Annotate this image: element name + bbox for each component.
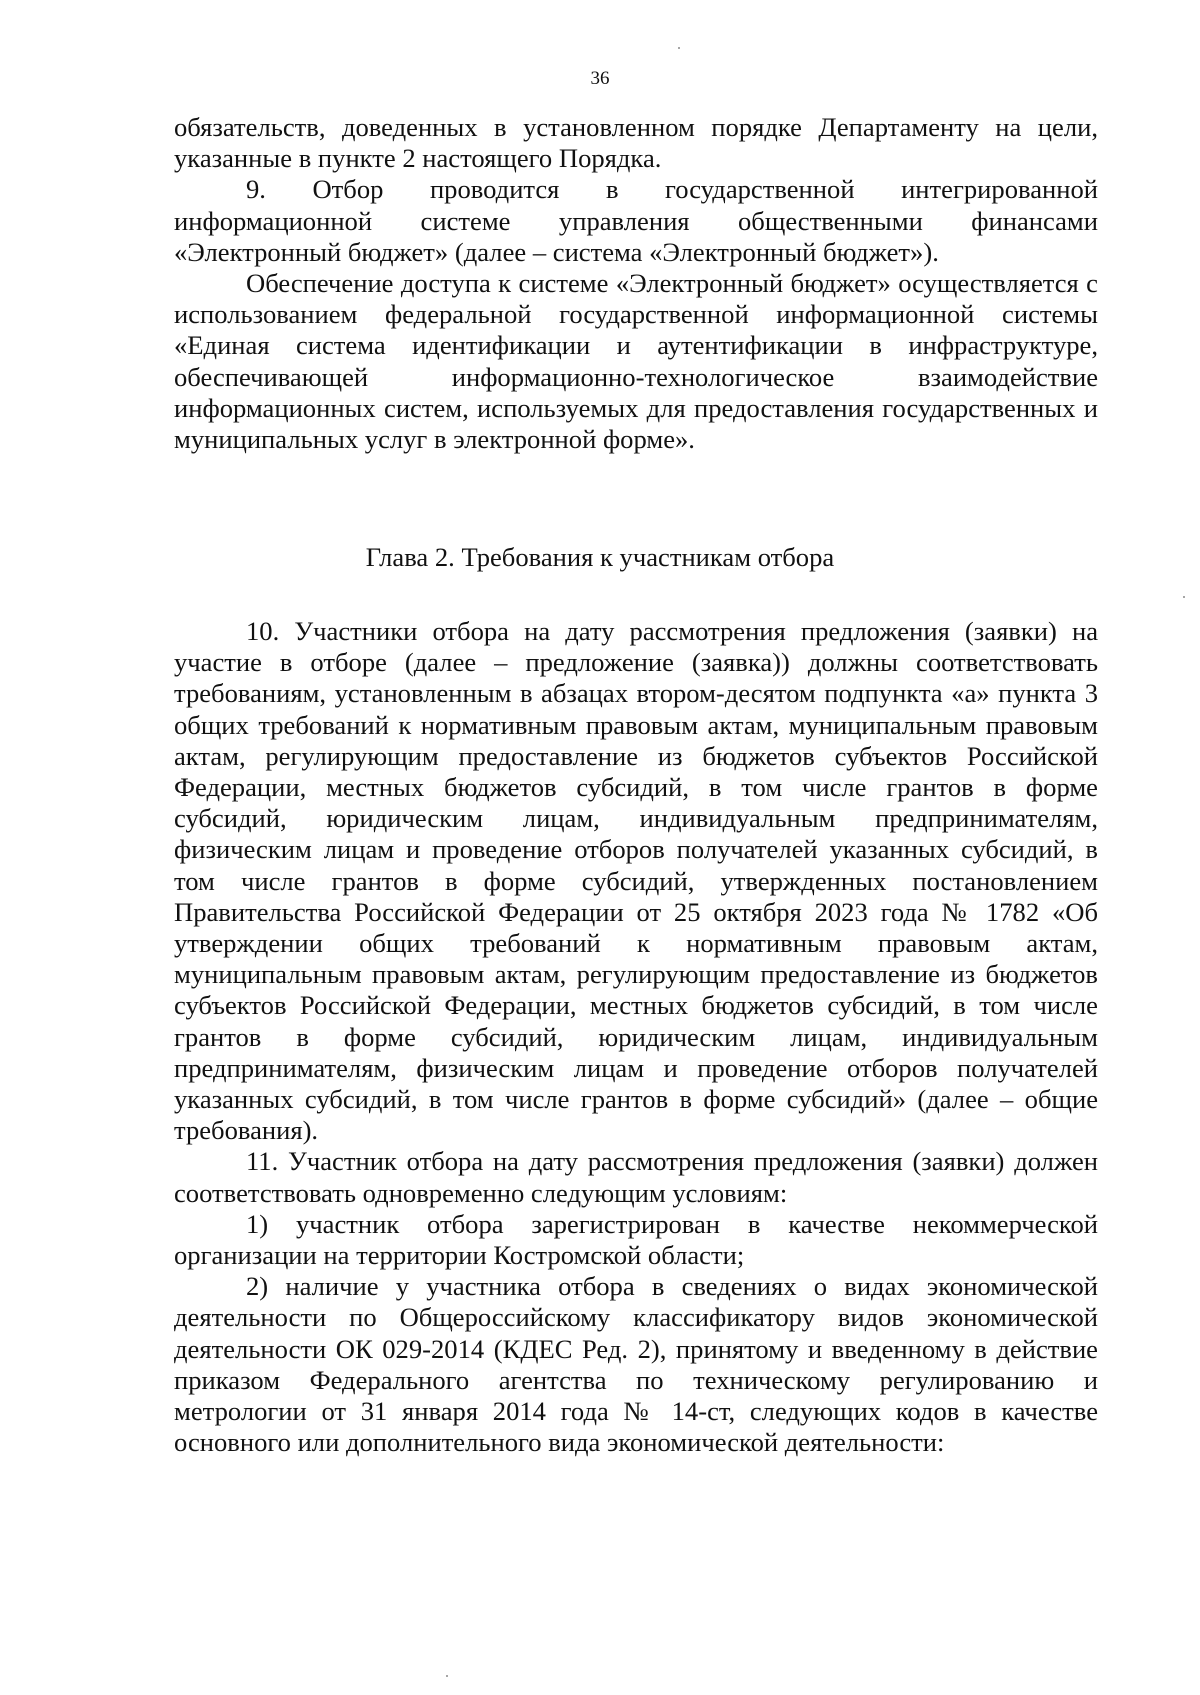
chapter-heading: Глава 2. Требования к участникам отбора: [365, 542, 835, 572]
scan-speck: [678, 47, 680, 49]
paragraph-item-10: 10. Участники отбора на дату рассмотрения предложения (заявки) на участие в отборе (далее – предложение (заявка)) должны соответствовать требованиям, установленным в абзацах втором-десятом подпункта «а» пункта 3 общих требований к нормативным правовым актам, муниципальным правовым актам, регулирующим предоставление из бюджетов субъектов Российской Федерации, местных бюджетов субсидий, в том числе грантов в форме субсидий, юридическим лицам, индивидуальным предпринимателям, физическим лицам и проведение отборов получателей указанных субсидий, в том числе грантов в форме субсидий, утвержденных постановлением Правительства Российской Федерации от 25 октября 2023 года № 1782 «Об утверждении общих требований к нормативным правовым актам, муниципальным правовым актам, регулирующим предоставление из бюджетов субъектов Российской Федерации, местных бюджетов субсидий, в том числе грантов в форме субсидий, юридическим лицам, индивидуальным предпринимателям, физическим лицам и проведение отборов получателей указанных субсидий, в том числе грантов в форме субсидий» (далее – общие требования).: [174, 616, 1098, 1146]
text-block-top: [174, 112, 1098, 455]
scan-speck: [446, 1675, 448, 1677]
scan-speck: [1183, 596, 1185, 598]
paragraph-item-9: 9. Отбор проводится в государственной интегрированной информационной системе управления общественными финансами «Электронный бюджет» (далее – система «Электронный бюджет»).: [174, 174, 1098, 267]
paragraph-condition-2: 2) наличие у участника отбора в сведениях о видах экономической деятельности по Общероссийскому классификатору видов экономической деятельности ОК 029-2014 (КДЕС Ред. 2), принятому и введенному в действие приказом Федерального агентства по техническому регулированию и метрологии от 31 января 2014 года № 14-ст, следующих кодов в качестве основного или дополнительного вида экономической деятельности:: [174, 1271, 1098, 1458]
paragraph-item-11: 11. Участник отбора на дату рассмотрения предложения (заявки) должен соответствовать одновременно следующим условиям:: [174, 1146, 1098, 1208]
text-block-bottom: [174, 616, 1098, 1458]
page-number: 36: [590, 68, 610, 89]
paragraph-continuation: обязательств, доведенных в установленном порядке Департаменту на цели, указанные в пункте 2 настоящего Порядка.: [174, 112, 1098, 174]
paragraph-access: Обеспечение доступа к системе «Электронный бюджет» осуществляется с использованием федеральной государственной информационной системы «Единая система идентификации и аутентификации в инфраструктуре, обеспечивающей информационно-технологическое взаимодействие информационных систем, используемых для предоставления государственных и муниципальных услуг в электронной форме».: [174, 268, 1098, 455]
paragraph-condition-1: 1) участник отбора зарегистрирован в качестве некоммерческой организации на территории Костромской области;: [174, 1208, 1098, 1271]
